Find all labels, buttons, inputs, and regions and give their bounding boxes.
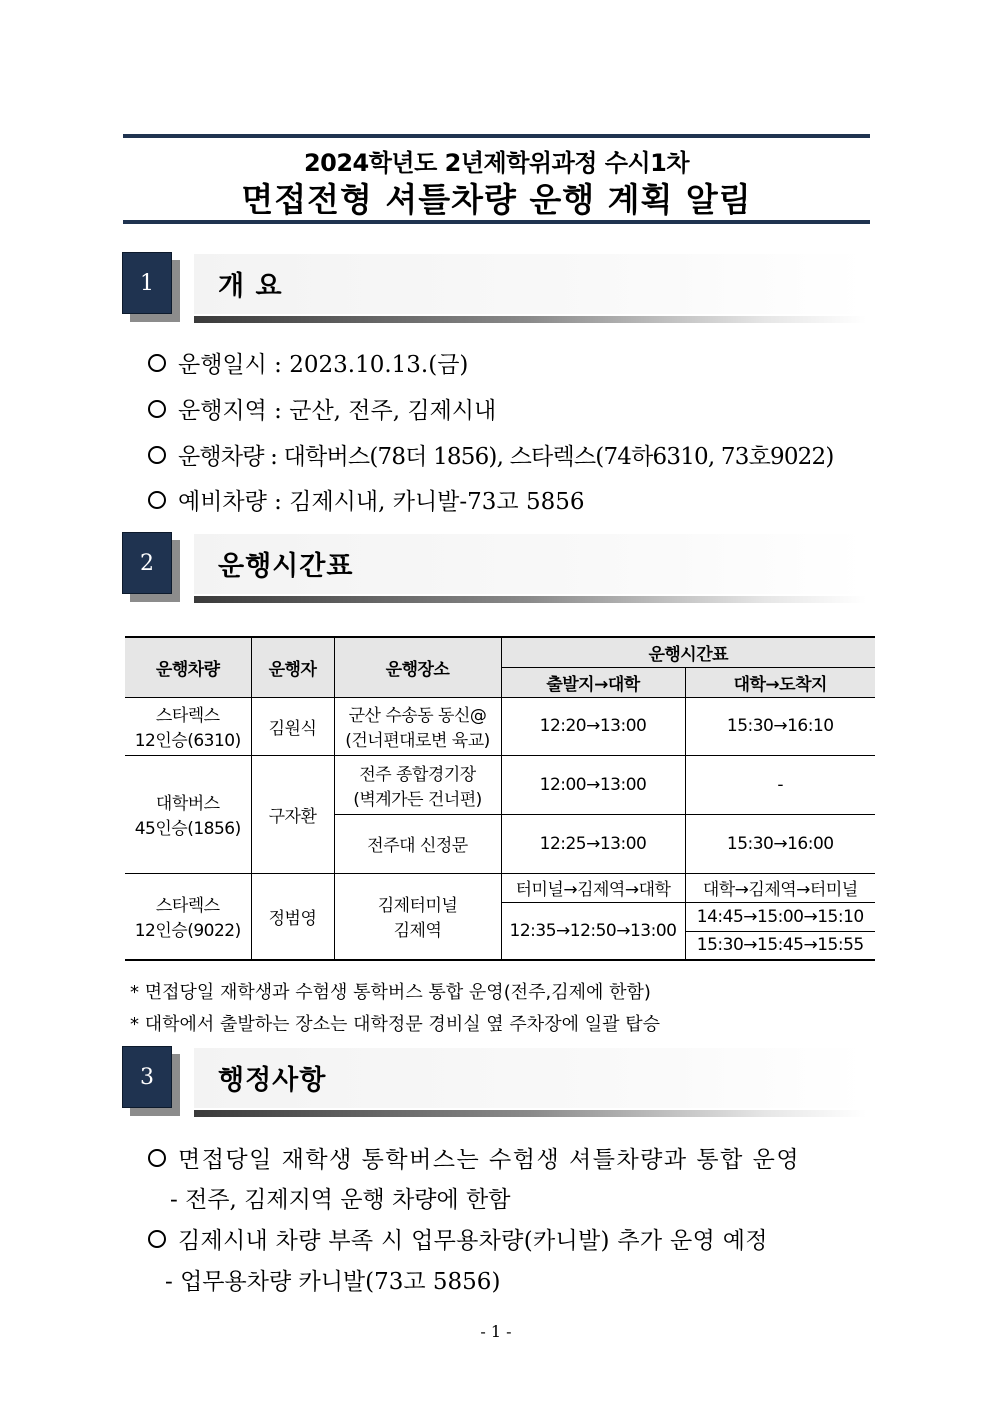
cell-from-univ: 14:45→15:00→15:10 (685, 902, 875, 931)
admin-item: 김제시내 차량 부족 시 업무용차량(카니발) 추가 운영 예정 (148, 1222, 768, 1255)
cell-place: 김제터미널 김제역 (334, 873, 501, 960)
overview-item: 운행지역 : 군산, 전주, 김제시내 (148, 392, 496, 425)
document-title-line2: 면접전형 셔틀차량 운행 계획 알림 (241, 180, 752, 219)
section-title: 행정사항 (218, 1065, 327, 1096)
table-note: * 면접당일 재학생과 수험생 통학버스 통합 운영(전주,김제에 한함) (130, 982, 651, 1003)
section-header-admin (122, 1046, 867, 1121)
cell-from-univ: 15:30→16:00 (685, 814, 875, 873)
circle-bullet-icon (148, 446, 166, 464)
overview-item: 운행일시 : 2023.10.13.(금) (148, 346, 468, 379)
table-note: * 대학에서 출발하는 장소는 대학정문 경비실 옆 주차장에 일괄 탑승 (130, 1014, 660, 1035)
header-place: 운행장소 (334, 637, 501, 697)
circle-bullet-icon (148, 1230, 166, 1248)
section-number: 1 (122, 252, 172, 314)
header-vehicle: 운행차량 (125, 637, 251, 697)
cell-to-univ: 12:25→13:00 (501, 814, 685, 873)
title-bottom-rule (123, 220, 870, 224)
cell-to-univ: 12:35→12:50→13:00 (501, 902, 685, 960)
cell-from-univ-route: 대학→김제역→터미널 (685, 873, 875, 902)
header-to-univ: 출발지→대학 (501, 667, 685, 697)
cell-driver: 정범영 (251, 873, 334, 960)
cell-place: 전주대 신정문 (334, 814, 501, 873)
section-header-timetable (122, 532, 867, 607)
circle-bullet-icon (148, 354, 166, 372)
section-header-overview (122, 252, 867, 327)
section-number: 2 (122, 532, 172, 594)
section-underline (194, 596, 866, 603)
section-title: 운행시간표 (218, 551, 354, 582)
cell-to-univ: 12:20→13:00 (501, 697, 685, 755)
cell-to-univ: 12:00→13:00 (501, 755, 685, 814)
cell-from-univ: 15:30→15:45→15:55 (685, 931, 875, 960)
admin-subitem: - 전주, 김제지역 운행 차량에 한함 (170, 1187, 511, 1213)
cell-place: 전주 종합경기장 (벽계가든 건너편) (334, 755, 501, 814)
cell-driver: 김원식 (251, 697, 334, 755)
circle-bullet-icon (148, 491, 166, 509)
admin-item: 면접당일 재학생 통학버스는 수험생 셔틀차량과 통합 운영 (148, 1141, 800, 1174)
header-driver: 운행자 (251, 637, 334, 697)
cell-to-univ-route: 터미널→김제역→대학 (501, 873, 685, 902)
table-row (125, 873, 875, 902)
title-top-rule (123, 134, 870, 138)
cell-from-univ: 15:30→16:10 (685, 697, 875, 755)
page-number: - 1 - (480, 1322, 512, 1341)
cell-from-univ: - (685, 755, 875, 814)
cell-vehicle: 스타렉스 12인승(6310) (125, 697, 251, 755)
header-schedule: 운행시간표 (501, 637, 875, 667)
overview-item: 운행차량 : 대학버스(78더 1856), 스타렉스(74하6310, 73호9022) (148, 438, 834, 471)
cell-driver: 구자환 (251, 755, 334, 873)
cell-vehicle: 스타렉스 12인승(9022) (125, 873, 251, 960)
section-title: 개 요 (218, 271, 283, 302)
header-from-univ: 대학→도착지 (685, 667, 875, 697)
circle-bullet-icon (148, 1149, 166, 1167)
shuttle-timetable (125, 636, 875, 961)
table-header-row (125, 637, 875, 667)
document-title-line1: 2024학년도 2년제학위과정 수시1차 (303, 149, 690, 177)
section-underline (194, 1110, 866, 1117)
table-row (125, 755, 875, 814)
circle-bullet-icon (148, 400, 166, 418)
section-header-band (194, 254, 866, 314)
table-row (125, 697, 875, 755)
section-underline (194, 316, 866, 323)
overview-item: 예비차량 : 김제시내, 카니발-73고 5856 (148, 483, 585, 516)
admin-subitem: - 업무용차량 카니발(73고 5856) (165, 1269, 501, 1295)
cell-vehicle: 대학버스 45인승(1856) (125, 755, 251, 873)
section-number: 3 (122, 1046, 172, 1108)
cell-place: 군산 수송동 동신@ (건너편대로변 육교) (334, 697, 501, 755)
